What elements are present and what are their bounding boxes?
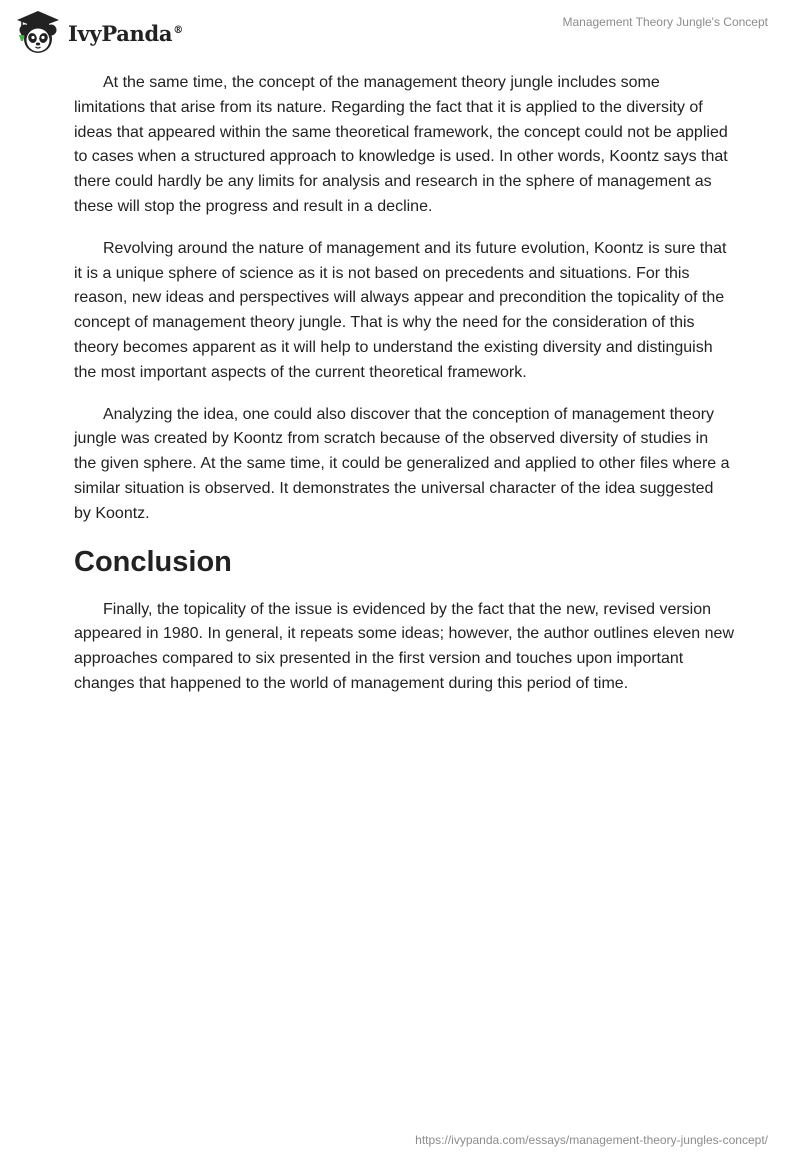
body-paragraph: Analyzing the idea, one could also discover that the conception of management theory jungle was created by Koontz from scratch because of the observed diversity of studies in the given sphere. At the same time, it could be generalized and applied to other files where a similar situation is observed. It demonstrates the universal character of the idea suggested by Koontz. bbox=[74, 405, 730, 522]
panda-graduate-icon bbox=[14, 8, 62, 56]
brand-name: IvyPanda® bbox=[68, 20, 183, 46]
document-title: Management Theory Jungle's Concept bbox=[562, 15, 768, 29]
body-paragraph: At the same time, the concept of the management theory jungle includes some limitations that arise from its nature. Regarding the fact that it is applied to the diversity of ideas that appeared within the same theoretical framework, the concept could not be applied to cases when a structured approach to knowledge is used. In other words, Koontz says that there could hardly be any limits for analysis and research in the sphere of management as these will stop the progress and result in a decline. bbox=[74, 74, 728, 215]
body-paragraph: Revolving around the nature of management and its future evolution, Koontz is sure that it is a unique sphere of science as it is not based on precedents and situations. For this reason, new ideas and perspectives will always appear and precondition the topicality of the concept of management theory jungle. That is why the need for the consideration of this theory becomes apparent as it will help to understand the existing diversity and distinguish the most important aspects of the current theoretical framework. bbox=[74, 239, 727, 381]
ivypanda-logo[interactable] bbox=[14, 8, 183, 56]
conclusion-heading: Conclusion bbox=[74, 545, 232, 578]
page-header bbox=[0, 0, 800, 64]
essay-content bbox=[74, 71, 734, 714]
source-url[interactable]: https://ivypanda.com/essays/management-theory-jungles-concept/ bbox=[415, 1133, 768, 1147]
conclusion-paragraph: Finally, the topicality of the issue is evidenced by the fact that the new, revised version appeared in 1980. In general, it repeats some ideas; however, the author outlines eleven new approaches compared to six presented in the first version and touches upon important changes that happened to the world of management during this period of time. bbox=[74, 600, 734, 692]
